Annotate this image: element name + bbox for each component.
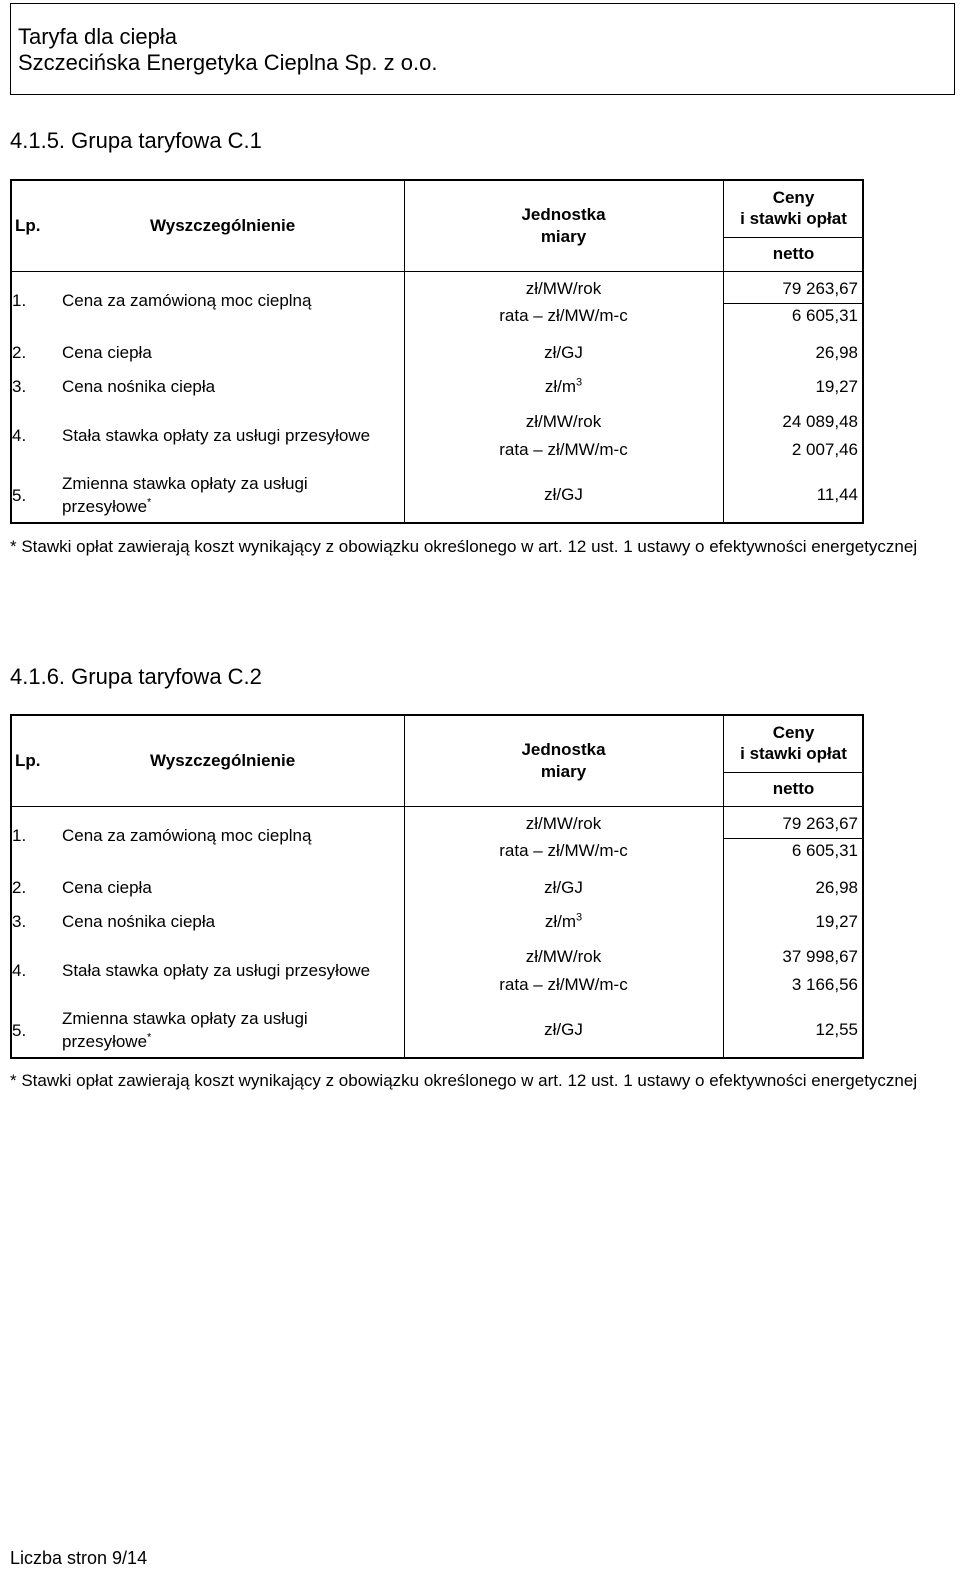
col-wyszczegolnienie: Wyszczególnienie bbox=[150, 751, 296, 770]
row-name-cont: przesyłowe* bbox=[62, 1031, 152, 1051]
row-unit: zł/MW/rok bbox=[525, 814, 602, 833]
row-value-rata: 3 166,56 bbox=[791, 975, 858, 994]
col-stawki: i stawki opłat bbox=[740, 209, 847, 228]
col-lp: Lp. bbox=[15, 751, 41, 770]
col-jednostka-miary: miary bbox=[540, 762, 587, 781]
row-unit: zł/MW/rok bbox=[525, 412, 602, 431]
col-ceny: Ceny bbox=[772, 723, 815, 742]
row-unit: zł/GJ bbox=[544, 1020, 583, 1039]
row-unit: zł/GJ bbox=[544, 878, 583, 897]
row-value: 37 998,67 bbox=[782, 947, 858, 966]
row-value: 24 089,48 bbox=[782, 412, 858, 431]
row-lp: 1. bbox=[12, 291, 27, 310]
row-lp: 4. bbox=[12, 426, 27, 445]
row-name-cont: przesyłowe* bbox=[62, 496, 152, 516]
row-name: Cena ciepła bbox=[62, 343, 152, 362]
row-value-rata: 6 605,31 bbox=[791, 306, 858, 325]
row-unit: zł/MW/rok bbox=[525, 947, 602, 966]
row-value: 79 263,67 bbox=[782, 279, 858, 298]
row-value: 19,27 bbox=[815, 912, 858, 931]
row-value-rata: 2 007,46 bbox=[791, 440, 858, 459]
row-lp: 5. bbox=[12, 1021, 27, 1040]
row-value: 26,98 bbox=[815, 878, 858, 897]
row-lp: 2. bbox=[12, 343, 27, 362]
row-lp: 4. bbox=[12, 961, 27, 980]
row-value-rata: 6 605,31 bbox=[791, 841, 858, 860]
row-unit: $zł/m^3$ bbox=[544, 376, 583, 396]
row-name: Cena za zamówioną moc cieplną bbox=[62, 826, 312, 845]
col-netto: netto bbox=[772, 244, 815, 263]
col-jednostka-miary: miary bbox=[540, 227, 587, 246]
col-wyszczegolnienie: Wyszczególnienie bbox=[150, 216, 296, 235]
row-value: 11,44 bbox=[816, 485, 858, 504]
tariff-table bbox=[10, 179, 864, 524]
section-title: 4.1.6. Grupa taryfowa C.2 bbox=[10, 664, 262, 689]
tariff-table bbox=[10, 714, 864, 1059]
row-lp: 3. bbox=[12, 377, 27, 396]
row-unit: zł/GJ bbox=[544, 343, 583, 362]
row-name: Zmienna stawka opłaty za usługi bbox=[62, 1009, 308, 1028]
row-name: Zmienna stawka opłaty za usługi bbox=[62, 474, 308, 493]
page-count: Liczba stron 9/14 bbox=[10, 1548, 148, 1568]
row-unit-rata: rata – zł/MW/m-c bbox=[499, 306, 628, 325]
row-unit-rata: rata – zł/MW/m-c bbox=[499, 841, 628, 860]
row-lp: 2. bbox=[12, 878, 27, 897]
col-stawki: i stawki opłat bbox=[740, 744, 847, 763]
col-ceny: Ceny bbox=[772, 188, 815, 207]
row-name: Stała stawka opłaty za usługi przesyłowe bbox=[62, 426, 371, 445]
col-lp: Lp. bbox=[15, 216, 41, 235]
row-unit: $zł/m^3$ bbox=[544, 911, 583, 931]
row-lp: 3. bbox=[12, 912, 27, 931]
footnote: * Stawki opłat zawierają koszt wynikający z obowiązku określonego w art. 12 ust. 1 ustawy o efektywności energetycznej bbox=[10, 1071, 918, 1090]
row-unit-rata: rata – zł/MW/m-c bbox=[499, 440, 628, 459]
row-unit: zł/GJ bbox=[544, 485, 583, 504]
row-lp: 5. bbox=[12, 486, 27, 505]
row-value: 12,55 bbox=[815, 1020, 858, 1039]
header-company: Szczecińska Energetyka Cieplna Sp. z o.o. bbox=[18, 50, 438, 75]
document-header bbox=[10, 3, 955, 95]
row-name: Cena ciepła bbox=[62, 878, 152, 897]
row-name: Cena za zamówioną moc cieplną bbox=[62, 291, 312, 310]
row-value: 26,98 bbox=[815, 343, 858, 362]
row-value: 19,27 bbox=[815, 377, 858, 396]
row-value: 79 263,67 bbox=[782, 814, 858, 833]
row-lp: 1. bbox=[12, 826, 27, 845]
col-jednostka: Jednostka bbox=[521, 205, 606, 224]
row-name: Stała stawka opłaty za usługi przesyłowe bbox=[62, 961, 371, 980]
footnote: * Stawki opłat zawierają koszt wynikający z obowiązku określonego w art. 12 ust. 1 ustawy o efektywności energetycznej bbox=[10, 537, 918, 556]
col-jednostka: Jednostka bbox=[521, 740, 606, 759]
row-unit-rata: rata – zł/MW/m-c bbox=[499, 975, 628, 994]
col-netto: netto bbox=[772, 779, 815, 798]
header-title: Taryfa dla ciepła bbox=[18, 24, 177, 49]
row-name: Cena nośnika ciepła bbox=[62, 912, 216, 931]
row-name: Cena nośnika ciepła bbox=[62, 377, 216, 396]
section-title: 4.1.5. Grupa taryfowa C.1 bbox=[10, 128, 262, 153]
row-unit: zł/MW/rok bbox=[525, 279, 602, 298]
